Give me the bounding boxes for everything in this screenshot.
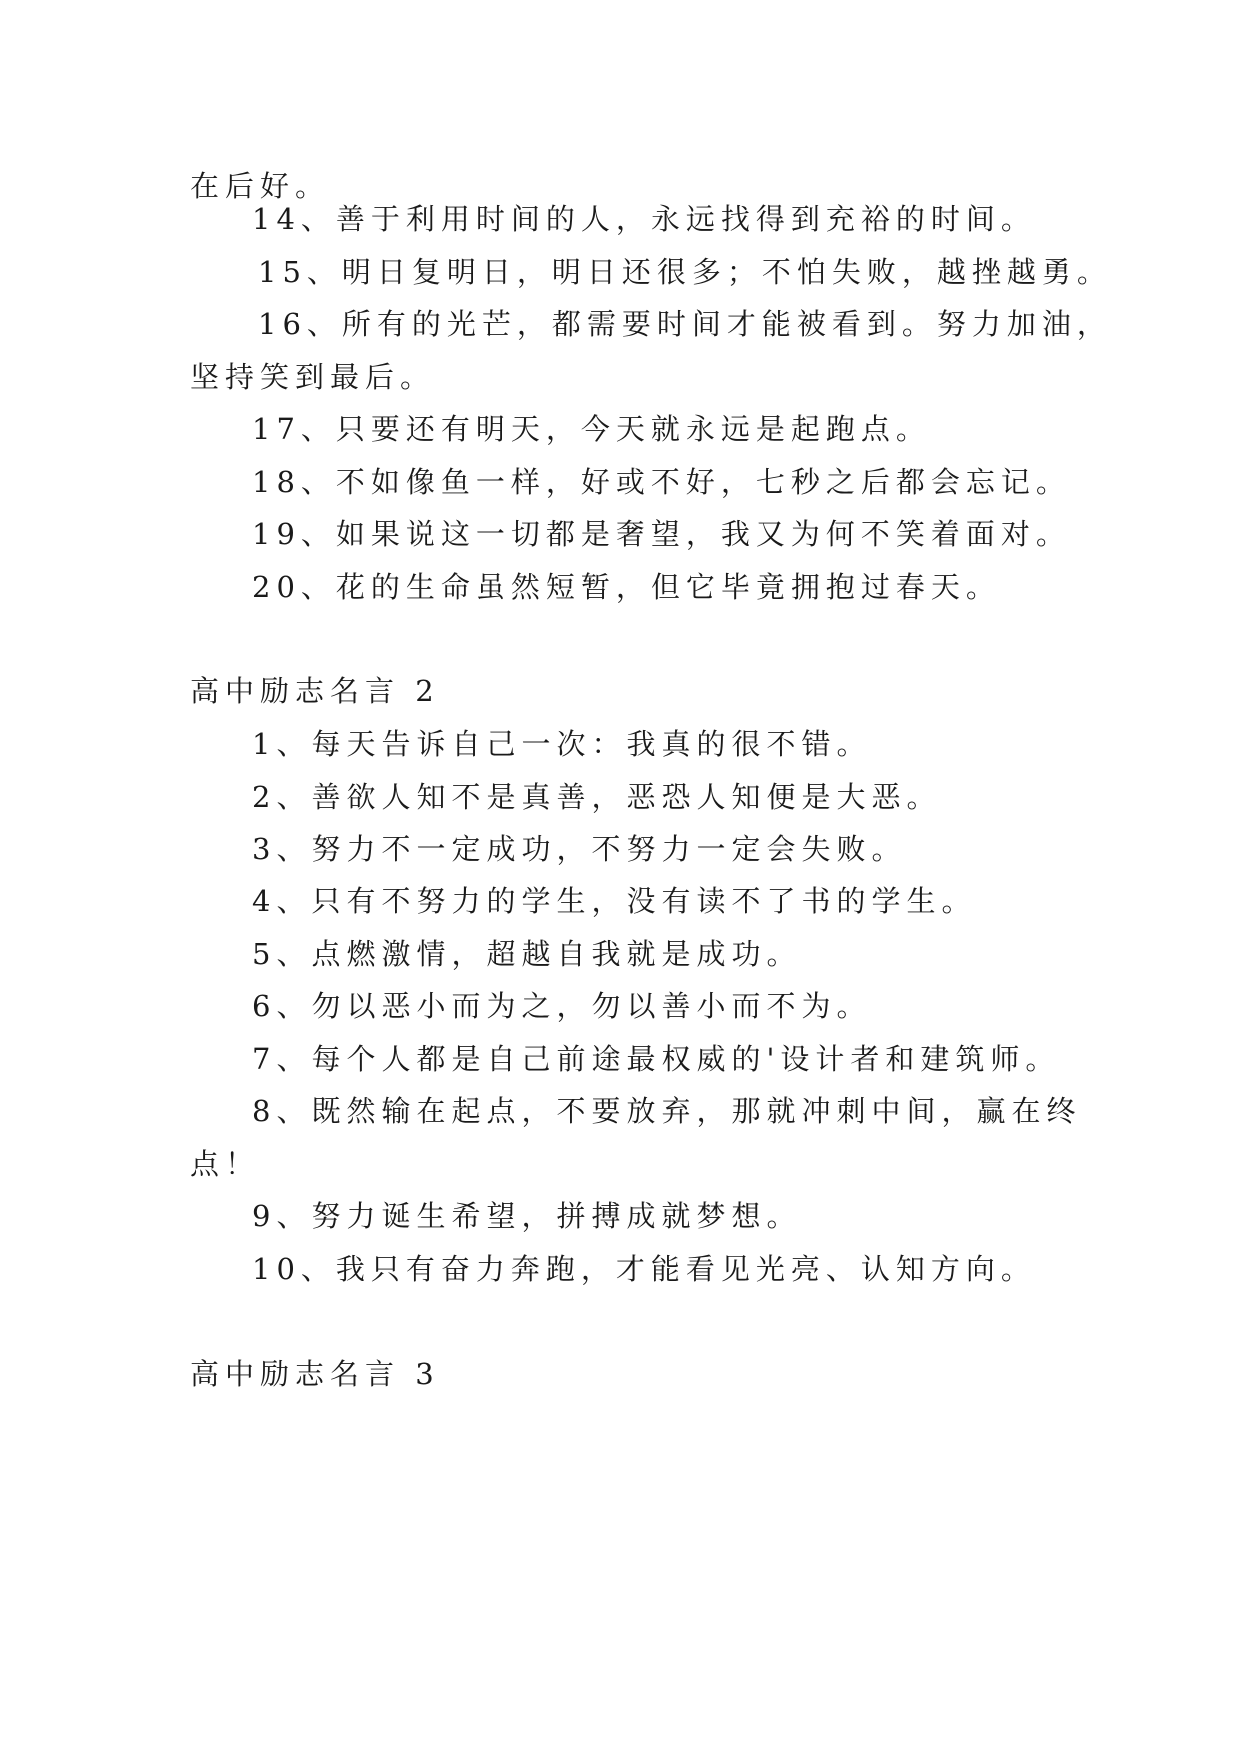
quote-16: 16、所有的光芒，都需要时间才能被看到。努力加油， (258, 307, 1112, 341)
s2-quote-6: 6、勿以恶小而为之，勿以善小而不为。 (252, 989, 872, 1023)
quote-15: 15、明日复明日，明日还很多；不怕失败，越挫越勇。 (258, 255, 1112, 289)
s2-quote-8-continuation: 点！ (190, 1147, 261, 1181)
s2-quote-5: 5、点燃激情，超越自我就是成功。 (252, 937, 802, 971)
s2-quote-10: 10、我只有奋力奔跑，才能看见光亮、认知方向。 (252, 1252, 1036, 1286)
quote-18: 18、不如像鱼一样，好或不好，七秒之后都会忘记。 (252, 465, 1071, 499)
s2-quote-3: 3、努力不一定成功，不努力一定会失败。 (252, 832, 907, 866)
continuation-text: 在后好。 (190, 169, 331, 203)
quote-16-continuation: 坚持笑到最后。 (190, 360, 436, 394)
s2-quote-2: 2、善欲人知不是真善，恶恐人知便是大恶。 (252, 780, 942, 814)
quote-14: 14、善于利用时间的人，永远找得到充裕的时间。 (252, 202, 1036, 236)
s2-quote-4: 4、只有不努力的学生，没有读不了书的学生。 (252, 884, 977, 918)
section-2-heading: 高中励志名言 2 (190, 674, 440, 708)
section-3-heading: 高中励志名言 3 (190, 1357, 440, 1391)
s2-quote-1: 1、每天告诉自己一次：我真的很不错。 (252, 727, 872, 761)
quote-20: 20、花的生命虽然短暂，但它毕竟拥抱过春天。 (252, 570, 1001, 604)
s2-quote-7: 7、每个人都是自己前途最权威的'设计者和建筑师。 (252, 1042, 1061, 1076)
quote-19: 19、如果说这一切都是奢望，我又为何不笑着面对。 (252, 517, 1071, 551)
quote-17: 17、只要还有明天，今天就永远是起跑点。 (252, 412, 931, 446)
s2-quote-8: 8、既然输在起点，不要放弃，那就冲刺中间，赢在终 (252, 1094, 1082, 1128)
s2-quote-9: 9、努力诞生希望，拼搏成就梦想。 (252, 1199, 802, 1233)
